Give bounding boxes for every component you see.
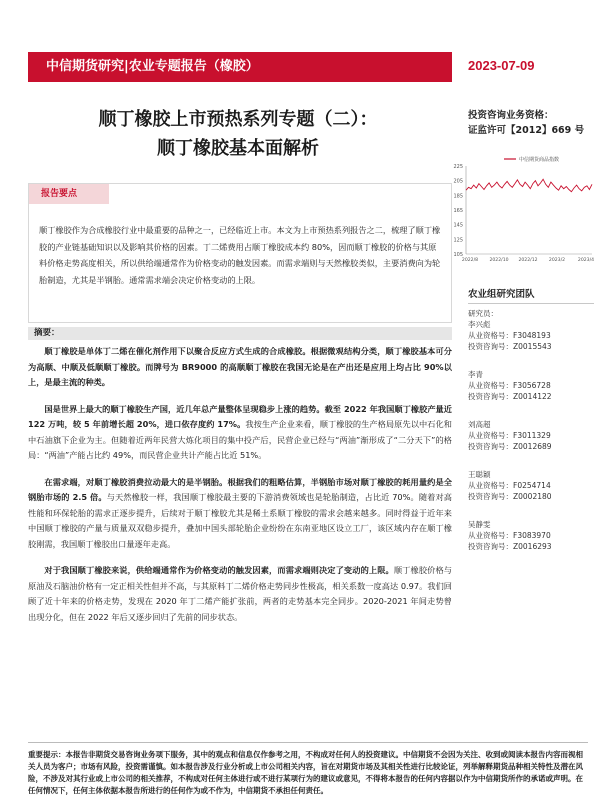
analyst-name: 王聪颖 bbox=[468, 470, 491, 479]
summary-body bbox=[28, 344, 452, 636]
y-tick-label: 145 bbox=[453, 222, 463, 229]
license-line1: 投资咨询业务资格： bbox=[468, 110, 554, 121]
chart-svg bbox=[444, 150, 596, 268]
keypoints-tab: 报告要点 bbox=[29, 184, 109, 204]
x-tick-label: 2022/12 bbox=[518, 258, 538, 263]
summary-paragraph-1 bbox=[28, 344, 452, 391]
analyst-name: 李兴彪 bbox=[468, 320, 491, 329]
report-title-line1: 顺丁橡胶上市预热系列专题（二）： bbox=[98, 109, 378, 130]
x-tick-label: 2022/10 bbox=[489, 258, 509, 263]
summary-paragraph-2 bbox=[28, 402, 452, 464]
analyst-entry bbox=[468, 419, 594, 452]
license-line2: 证监许可【2012】669 号 bbox=[468, 125, 585, 136]
summary-p3-bold: 在需求端，对顺丁橡胶消费拉动最大的是半钢胎。根据我们的粗略估算，半钢胎市场对顺丁橡胶的耗用量约是全钢胎市场的 2.5 倍。 bbox=[28, 476, 452, 502]
team-subtitle: 研究员： bbox=[468, 309, 498, 318]
legend-label: 中信期货商品指数 bbox=[519, 157, 560, 163]
y-tick-label: 225 bbox=[453, 164, 463, 170]
y-tick-label: 185 bbox=[453, 193, 463, 200]
x-tick-label: 2023/2 bbox=[548, 258, 566, 263]
analyst-license2: 投资咨询号：Z0002180 bbox=[468, 492, 552, 501]
y-tick-label: 105 bbox=[453, 252, 463, 258]
analyst-entry bbox=[468, 519, 594, 552]
keypoints-box bbox=[28, 183, 452, 323]
analyst-license2: 投资咨询号：Z0012689 bbox=[468, 442, 552, 451]
analyst-license1: 从业资格号：F3083970 bbox=[468, 531, 551, 540]
analyst-license2: 投资咨询号：Z0015543 bbox=[468, 342, 552, 351]
x-tick-label: 2022/8 bbox=[461, 258, 479, 263]
team-title: 农业组研究团队 bbox=[468, 286, 594, 304]
report-date: 2023-07-09 bbox=[468, 58, 535, 73]
report-banner: 中信期货研究|农业专题报告（橡胶） bbox=[28, 52, 452, 82]
y-tick-label: 205 bbox=[453, 178, 463, 185]
license-info bbox=[468, 108, 584, 138]
summary-paragraph-3 bbox=[28, 475, 452, 553]
analyst-license1: 从业资格号：F3048193 bbox=[468, 331, 551, 340]
summary-p3-rest: 与天然橡胶一样，我国顺丁橡胶最主要的下游消费领域也是轮胎制造，占比近 70%。随着对高性能和环保轮胎的需求正逐步提升，后续对于顺丁橡胶尤其是稀土系顺丁橡胶的需求会越来越多。同时得益于近年来中国顺丁橡胶的产量与质量双双稳步提升，叠加中国头部轮胎企业纷纷在东南亚地区设立工厂，该区域内存在顺丁橡胶刚需，我国顺丁橡胶出口量逐年走高。 bbox=[28, 492, 452, 549]
analyst-license1: 从业资格号：F0254714 bbox=[468, 481, 551, 490]
series-line-commodity-index bbox=[466, 179, 592, 192]
summary-p2-rest: 我按生产企业来看，顺丁橡胶的生产格局原先以中石化和中石油旗下企业为主。但随着近两年民营大炼化项目的集中投产后，民营企业已经与“两油”渐形成了“二分天下”的格局：“两油”产能占比约 49%，而民营企业共计产能占比近 51%。 bbox=[28, 419, 452, 460]
analyst-license1: 从业资格号：F3011329 bbox=[468, 431, 551, 440]
keypoints-text: 顺丁橡胶作为合成橡胶行业中最重要的品种之一，已经临近上市。本文为上市预热系列报告之二，梳理了顺丁橡胶的产业链基础知识以及影响其价格的因素。丁二烯费用占顺丁橡胶成本约 80%，因而顺丁橡胶的价格与其原料价格走势高度相关，所以供给端通常作为价格变动的触发因素。而需求端则与天然橡胶类似，主要消费向为轮胎制造，尤其是半钢胎。通常需求端会决定价格变动的上限。 bbox=[39, 225, 441, 285]
analyst-entry bbox=[468, 369, 594, 402]
analyst-entry bbox=[468, 469, 594, 502]
y-tick-label: 165 bbox=[453, 208, 463, 214]
analyst-license2: 投资咨询号：Z0014122 bbox=[468, 392, 552, 401]
analyst-license1: 从业资格号：F3056728 bbox=[468, 381, 551, 390]
disclaimer: 重要提示：本报告非期货交易咨询业务项下服务，其中的观点和信息仅作参考之用，不构成对任何人的投资建议。中信期货不会因为关注、收到或阅读本报告内容而视相关人员为客户；市场有风险，投资需谨慎。如本报告涉及行业分析或上市公司相关内容，旨在对期货市场及其相关性进行比较论证，列举解释期货品种相关特性及潜在风险，不涉及对其行业或上市公司的相关推荐，不构成对任何主体进行或不进行某项行为的建议或意见，不得将本报告的任何内容据以作为中信期货所作的承诺或声明。在任何情况下，任何主体依据本报告所进行的任何作为或不作为，中信期货不承担任何责任。 bbox=[28, 742, 588, 797]
analyst-name: 吴静雯 bbox=[468, 520, 491, 529]
summary-p2-bold: 国是世界上最大的顺丁橡胶生产国，近几年总产量整体呈现稳步上涨的趋势。截至 2022 年我国顺丁橡胶产量近 122 万吨，较 5 年前增长超 20%，进口依存度约 17%。 bbox=[28, 403, 452, 429]
summary-p1-bold: 顺丁橡胶是单体丁二烯在催化剂作用下以聚合反应方式生成的合成橡胶。根据微观结构分类，顺丁橡胶基本可分为高顺、中顺及低顺顺丁橡胶。而牌号为 BR9000 的高顺顺丁橡胶在我国无论是在产出还是应用上均占比 90%以上，是最主流的种类。 bbox=[28, 346, 452, 387]
y-tick-label: 125 bbox=[453, 237, 463, 244]
commodity-index-chart bbox=[444, 150, 596, 268]
analyst-name: 李青 bbox=[468, 370, 483, 379]
summary-p4-bold: 对于我国顺丁橡胶来说，供给端通常作为价格变动的触发因素，而需求端则决定了变动的上限。 bbox=[44, 565, 394, 575]
summary-p4-rest: 顺丁橡胶价格与原油及石脑油价格有一定正相关性但并不高，与其原料丁二烯价格走势同步性极高，相关系数一度高达 0.97。我们回顾了近十年来的价格走势，发现在 2020 年丁二烯产能扩张前，两者的走势基本完全同步。2020-2021 年间走势曾出现分化，但在 2022 年后又逐步回归了先前的同步状态。 bbox=[28, 565, 452, 622]
analyst-entry bbox=[468, 319, 594, 352]
summary-paragraph-4 bbox=[28, 563, 452, 625]
research-team bbox=[468, 286, 594, 552]
summary-label: 摘要： bbox=[28, 327, 452, 340]
report-title-line2: 顺丁橡胶基本面解析 bbox=[157, 138, 319, 159]
analyst-name: 刘高超 bbox=[468, 420, 491, 429]
x-tick-label: 2023/4 bbox=[577, 258, 595, 263]
analyst-license2: 投资咨询号：Z0016293 bbox=[468, 542, 552, 551]
